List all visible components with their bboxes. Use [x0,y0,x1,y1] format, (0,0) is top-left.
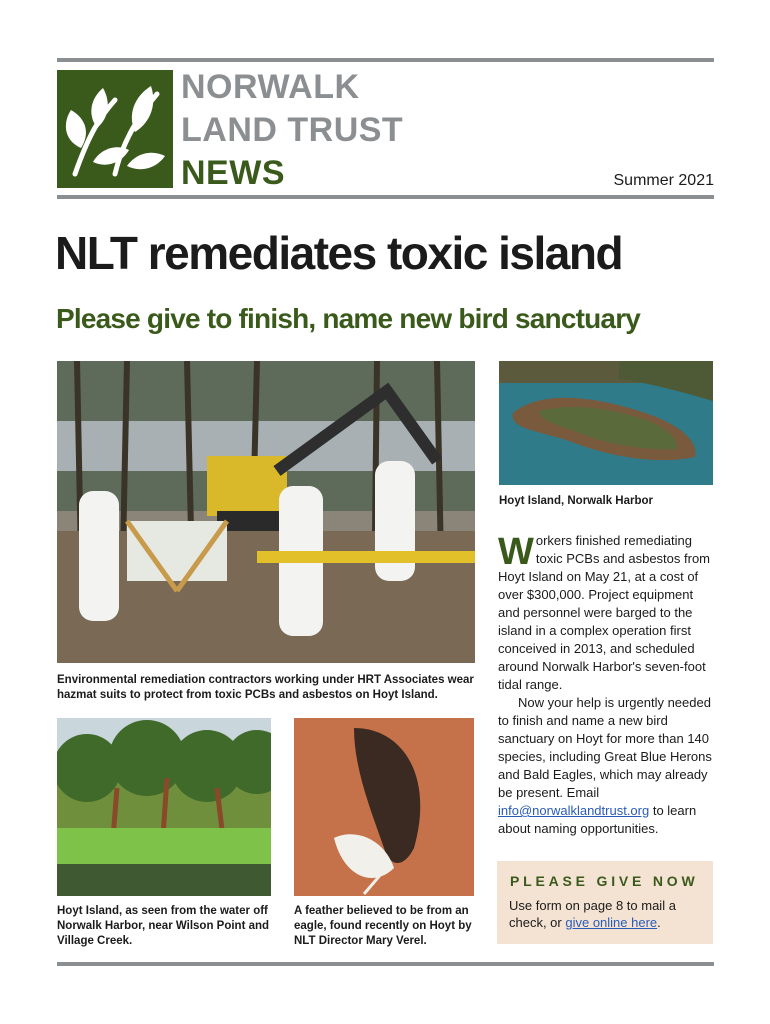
email-link[interactable]: info@norwalklandtrust.org [498,803,650,818]
bottom-rule [57,962,714,966]
hoyt-island-aerial-photo [499,361,713,485]
masthead-news: NEWS [181,154,285,192]
please-give-text: Use form on page 8 to mail a check, or give online here. [509,898,676,930]
subheadline: Please give to finish, name new bird sanctuary [56,303,641,334]
leaf-logo-icon [57,70,173,188]
please-give-box [497,861,713,944]
article-paragraph-2: Now your help is urgently needed to finish and name a new bird sanctuary on Hoyt for more than 140 species, including Great Blue Herons and Bald Eagles, which may already be present. Email info@norwalklandtrust.org to learn about naming opportunities. [498,695,712,836]
masthead-norwalk: NORWALK [181,68,360,106]
drop-cap: W [498,531,534,573]
aerial-photo-caption: Hoyt Island, Norwalk Harbor [499,495,654,507]
island-from-water-photo [57,718,271,896]
top-rule [57,58,714,62]
island-photo-caption: Hoyt Island, as seen from the water off Norwalk Harbor, near Wilson Point and Village Creek. [57,905,270,947]
article-body [498,532,716,838]
article-paragraph-1: Workers finished remediating toxic PCBs and asbestos from Hoyt Island on May 21, at a cost of over $300,000. Project equipment and personnel were barged to the island in a complex operation first conceived in 2013, and scheduled around Norwalk Harbor's seven-foot tidal range. [498,531,711,692]
headline: NLT remediates toxic island [55,227,623,279]
masthead-land-trust: LAND TRUST [181,111,404,149]
give-online-link[interactable]: give online here [565,915,658,930]
hazmat-photo-caption: Environmental remediation contractors working under HRT Associates wear hazmat suits to protect from toxic PCBs and asbestos on Hoyt Island. [57,674,474,701]
feather-photo-caption: A feather believed to be from an eagle, found recently on Hoyt by NLT Director Mary Verel. [294,905,472,947]
masthead-rule [57,195,714,199]
please-give-title: PLEASE GIVE NOW [510,873,699,889]
hazmat-workers-photo [57,361,475,663]
eagle-feather-photo [294,718,474,896]
issue-date: Summer 2021 [613,172,714,189]
